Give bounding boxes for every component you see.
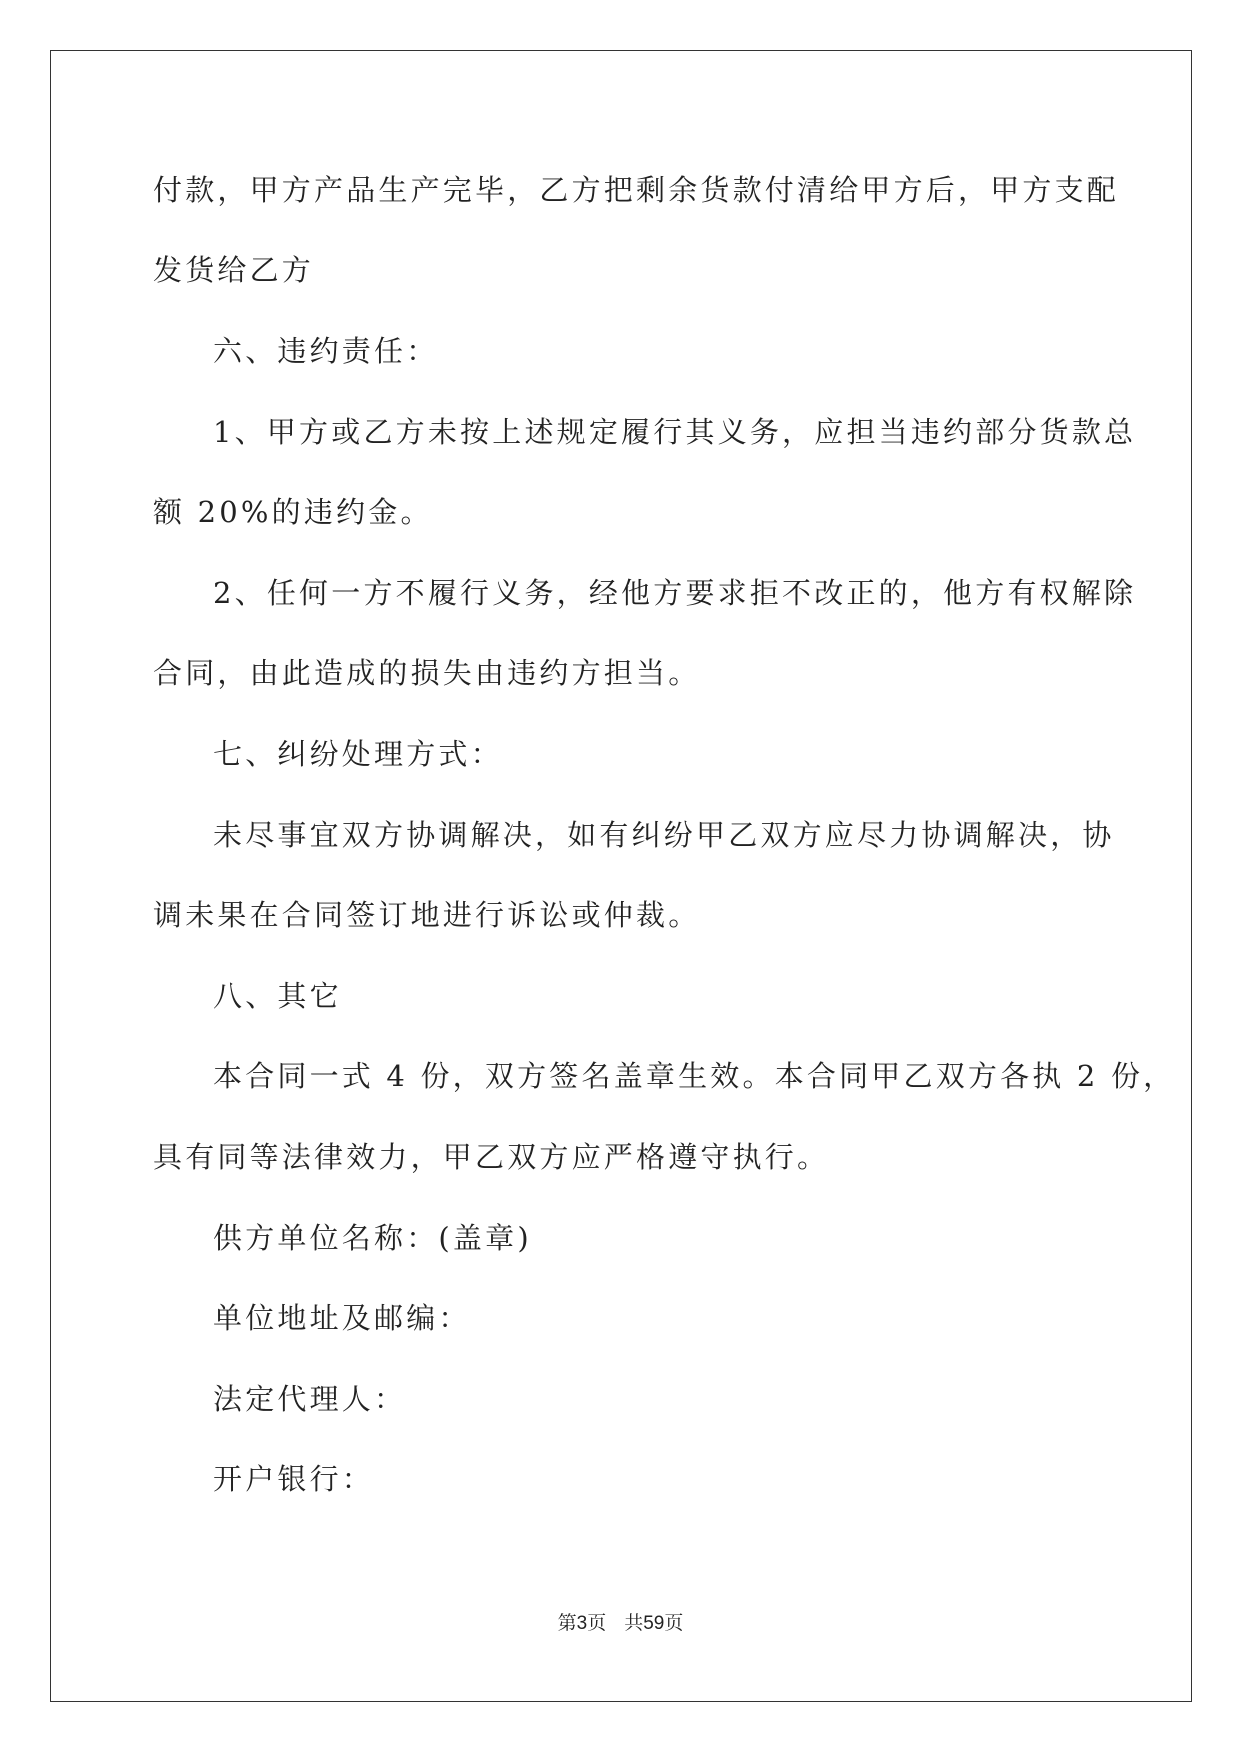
section-heading: 八、其它 [213, 979, 342, 1013]
paragraph-line: 未尽事宜双方协调解决，如有纠纷甲乙双方应尽力协调解决，协 [213, 818, 1115, 852]
page-prefix: 第 [557, 1613, 577, 1634]
total-pages: 59 [643, 1613, 665, 1634]
paragraph-line: 1、甲方或乙方未按上述规定履行其义务，应担当违约部分货款总 [213, 415, 1137, 449]
paragraph-line: 合同，由此造成的损失由违约方担当。 [153, 656, 701, 690]
paragraph-line: 2、任何一方不履行义务，经他方要求拒不改正的，他方有权解除 [213, 576, 1137, 610]
section-heading: 七、纠纷处理方式： [213, 737, 503, 771]
paragraph-line: 发货给乙方 [153, 253, 315, 287]
page-footer [0, 1612, 1241, 1636]
paragraph-line: 额 20%的违约金。 [153, 495, 433, 529]
paragraph-line: 本合同一式 4 份，双方签名盖章生效。本合同甲乙双方各执 2 份， [213, 1059, 1176, 1093]
paragraph-line: 调未果在合同签订地进行诉讼或仲裁。 [153, 898, 701, 932]
form-field-label: 供方单位名称：(盖章) [213, 1221, 532, 1255]
page-suffix: 页 [587, 1613, 607, 1634]
form-field-label: 开户银行： [213, 1462, 375, 1496]
total-suffix: 页 [664, 1613, 684, 1634]
page-border [50, 50, 1192, 1702]
section-heading: 六、违约责任： [213, 334, 439, 368]
form-field-label: 法定代理人： [213, 1382, 407, 1416]
paragraph-line: 付款，甲方产品生产完毕，乙方把剩余货款付清给甲方后，甲方支配 [153, 173, 1120, 207]
paragraph-line: 具有同等法律效力，甲乙双方应严格遵守执行。 [153, 1140, 830, 1174]
total-prefix: 共 [624, 1613, 644, 1634]
form-field-label: 单位地址及邮编： [213, 1301, 471, 1335]
page-number: 3 [576, 1613, 588, 1634]
